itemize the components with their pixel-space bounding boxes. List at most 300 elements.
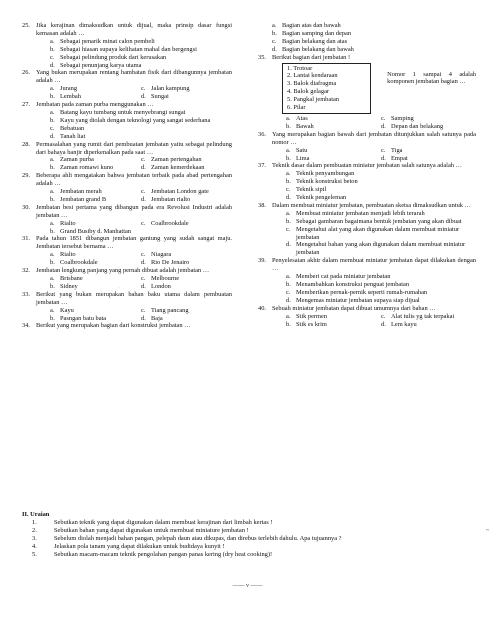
question-options <box>272 210 476 257</box>
option-letter: c. <box>141 219 146 227</box>
answer-option <box>381 115 476 123</box>
option-text: Sebagai penunjang karya utama <box>60 61 142 69</box>
option-text: Menambahkan konstruksi penguat jembatan <box>296 281 410 288</box>
answer-option <box>141 196 232 204</box>
answer-option <box>286 321 381 329</box>
option-text: London <box>151 282 171 290</box>
option-text: Pasngan batu bata <box>60 314 107 322</box>
answer-option <box>286 218 476 226</box>
option-letter: d. <box>381 320 386 328</box>
bridge-parts-box <box>282 63 371 114</box>
question-number: 38. <box>258 201 266 209</box>
question-number: 39. <box>258 257 266 265</box>
answer-option <box>141 307 232 315</box>
bridge-part-item: 6. Pilar <box>287 104 306 112</box>
option-text: Tiga <box>391 146 403 154</box>
option-letter: c. <box>381 312 386 320</box>
option-letter: c. <box>286 225 291 233</box>
bridge-parts-note: Nomor 1 sampai 4 adalah komponen jembatan bagian … <box>387 70 476 86</box>
answer-option <box>50 62 232 70</box>
option-text: Jalan kampung <box>151 85 190 93</box>
question-26 <box>22 69 232 101</box>
answer-option <box>381 155 476 163</box>
question-34 <box>22 322 232 330</box>
option-letter: b. <box>50 116 55 124</box>
option-letter: c. <box>50 53 55 61</box>
answer-option <box>272 46 476 54</box>
option-letter: d. <box>286 241 291 249</box>
option-text: Kayu <box>60 306 74 314</box>
question-text: Berikut yang bukan merupakan bahan baku utama dalam pembuatan jembatan … <box>36 290 232 306</box>
bridge-part-item: 4. Balok gelagar <box>287 88 330 96</box>
option-row <box>50 196 232 204</box>
answer-option <box>141 85 232 93</box>
question-options <box>36 38 232 70</box>
answer-option <box>141 251 232 259</box>
answer-option <box>50 156 141 164</box>
question-options <box>36 251 232 267</box>
option-row <box>50 275 232 283</box>
answer-option <box>50 251 141 259</box>
option-letter: d. <box>141 282 146 290</box>
option-text: Teknik pengeleman <box>296 194 347 202</box>
option-letter: c. <box>141 306 146 314</box>
answer-option <box>141 164 232 172</box>
answer-option <box>286 313 381 321</box>
essay-title: II. Uraian <box>22 511 50 518</box>
answer-option <box>286 186 476 194</box>
option-row <box>286 115 476 123</box>
answer-option <box>286 170 476 178</box>
q35-options <box>272 115 476 131</box>
answer-option <box>272 22 476 30</box>
option-letter: c. <box>141 188 146 196</box>
answer-option <box>141 259 232 267</box>
answer-option <box>272 30 476 38</box>
option-text: Coalbrookdale <box>151 219 189 227</box>
answer-option <box>50 228 141 236</box>
question-number: 27. <box>22 101 30 109</box>
option-text: Rio De Jenairo <box>151 259 190 267</box>
option-letter: c. <box>286 186 291 194</box>
option-letter: b. <box>272 29 277 37</box>
answer-option <box>50 275 141 283</box>
option-row <box>50 93 232 101</box>
option-text: Bagian belakang dan atas <box>282 37 348 45</box>
option-letter: a. <box>50 108 55 116</box>
option-row <box>286 147 476 155</box>
option-text: Stik es krim <box>296 320 327 328</box>
question-37 <box>258 162 476 202</box>
option-text: Rialto <box>60 251 76 259</box>
answer-option <box>50 109 232 117</box>
stray-mark: · <box>118 286 120 291</box>
option-text: Alat tulis yg tak terpakai <box>391 312 455 320</box>
page-footer: —— v —— <box>232 583 263 589</box>
option-row <box>50 315 232 323</box>
option-text: Bebatuan <box>60 124 85 132</box>
option-text: Jembatan grand B <box>60 195 107 203</box>
option-letter: b. <box>50 45 55 53</box>
answer-option <box>141 220 232 228</box>
essay-number: 3. <box>32 534 37 542</box>
option-letter: c. <box>141 251 146 259</box>
option-letter: a. <box>286 114 291 122</box>
option-text: Sungai <box>151 93 169 101</box>
essay-question <box>22 551 477 559</box>
answer-option <box>141 275 232 283</box>
question-text: Penyelesaian akhir dalam membuat miniatur jembatan dapat dilakukan dengan … <box>272 257 476 273</box>
answer-option <box>141 315 232 323</box>
essay-list <box>22 519 477 559</box>
option-letter: d. <box>381 154 386 162</box>
option-text: Tanah liat <box>60 132 86 140</box>
answer-option <box>141 188 232 196</box>
answer-option <box>50 93 141 101</box>
option-row <box>50 251 232 259</box>
essay-question <box>22 535 477 543</box>
bridge-parts-panel <box>272 63 476 114</box>
answer-option <box>50 220 141 228</box>
question-35 <box>258 54 476 131</box>
question-text: Pada tahun 1851 dibangun jembatan gantung yang sudah sangat maju. Jembatan tersebut bernama … <box>36 235 232 251</box>
option-text: Brisbane <box>60 275 83 282</box>
option-text: Bagian samping dan depan <box>282 29 352 37</box>
option-letter: a. <box>286 273 291 281</box>
answer-option <box>50 315 141 323</box>
question-number: 36. <box>258 130 266 138</box>
question-number: 28. <box>22 140 30 148</box>
q34-options <box>258 22 476 54</box>
answer-option <box>286 210 476 218</box>
essay-question <box>22 527 477 535</box>
question-40 <box>258 305 476 329</box>
answer-option <box>286 194 476 202</box>
answer-option <box>286 123 381 131</box>
option-letter: c. <box>141 275 146 282</box>
option-letter: b. <box>50 282 55 290</box>
question-text: Yang bukan merupakan rentang hambatan fisik dari dibangunnya jembatan adalah … <box>36 69 232 85</box>
option-letter: b. <box>50 259 55 267</box>
answer-option <box>286 115 381 123</box>
answer-option <box>286 289 476 297</box>
option-row <box>50 307 232 315</box>
option-letter: b. <box>286 122 291 130</box>
option-letter: d. <box>381 122 386 130</box>
margin-mark: ~ <box>485 528 489 534</box>
option-text: Membuat miniatur jembatan menjadi lebih terarah <box>296 209 425 217</box>
answer-option <box>50 283 141 291</box>
option-letter: c. <box>141 85 146 93</box>
option-letter: d. <box>141 314 146 322</box>
option-letter: a. <box>286 170 291 178</box>
question-number: 37. <box>258 162 266 170</box>
answer-option <box>141 93 232 101</box>
option-text: Rialto <box>60 219 76 227</box>
option-letter: d. <box>141 93 146 101</box>
answer-option <box>50 125 232 133</box>
option-text: Bagian atas dan bawah <box>282 22 341 29</box>
option-letter: c. <box>141 156 146 164</box>
answer-option <box>286 147 381 155</box>
answer-option <box>50 196 141 204</box>
option-letter: a. <box>272 22 277 29</box>
option-letter: b. <box>286 281 291 288</box>
option-text: Empat <box>391 154 408 162</box>
question-30 <box>22 204 232 236</box>
option-text: Sebagai pelindung produk dari kerusakan <box>60 53 167 61</box>
option-letter: b. <box>286 178 291 186</box>
answer-option <box>50 164 141 172</box>
question-options <box>36 275 232 291</box>
option-row <box>286 313 476 321</box>
option-row <box>50 259 232 267</box>
essay-text: Sebelum diolah menjadi bahan pangan, pelepah daun atau dikupas, dan direbus terlebih dahulu. Apa tujuannya ? <box>54 534 342 542</box>
option-text: Zaman kemerdekaan <box>151 164 205 172</box>
option-text: Jembatan rialto <box>151 195 191 203</box>
option-letter: a. <box>286 146 291 154</box>
question-number: 30. <box>22 203 30 211</box>
essay-number: 4. <box>32 542 37 550</box>
option-text: Depan dan belakang <box>391 122 444 130</box>
option-letter: a. <box>50 156 55 164</box>
option-text: Stik permen <box>296 312 328 320</box>
option-row <box>50 283 232 291</box>
question-options <box>36 85 232 101</box>
question-number: 35. <box>258 53 266 61</box>
answer-option <box>381 313 476 321</box>
option-letter: a. <box>50 219 55 227</box>
option-letter: d. <box>141 164 146 172</box>
answer-option <box>141 156 232 164</box>
question-text: Jembatan besi pertama yang dibangun pada era Revolusi Industri adalah jembatan … <box>36 203 232 219</box>
answer-option <box>50 259 141 267</box>
option-letter: a. <box>50 37 55 45</box>
question-number: 29. <box>22 172 30 180</box>
option-letter: b. <box>286 217 291 225</box>
question-text: Jembatan lengkung panjang yang pernah dibuat adalah jembatan … <box>36 267 210 275</box>
option-letter: b. <box>50 195 55 203</box>
question-29 <box>22 172 232 204</box>
question-options <box>36 156 232 172</box>
answer-option <box>381 147 476 155</box>
option-letter: b. <box>50 164 55 172</box>
question-options <box>36 220 232 236</box>
option-text: Mengemas miniatur jembatan supaya siap dijual <box>296 296 420 304</box>
option-text: Sidney <box>60 282 78 290</box>
option-letter: a. <box>286 312 291 320</box>
option-letter: d. <box>286 194 291 202</box>
option-letter: a. <box>50 306 55 314</box>
option-letter: b. <box>286 154 291 162</box>
option-text: Lem kayu <box>391 320 417 328</box>
option-letter: c. <box>272 37 277 45</box>
answer-option <box>141 228 232 236</box>
question-28 <box>22 141 232 173</box>
option-text: Jembatan London gate <box>151 188 209 196</box>
option-row <box>286 321 476 329</box>
essay-text: Sebutkan teknik yang dapat digunakan dalam membuat kerajinan dari limbah kertas ! <box>54 518 273 526</box>
option-text: Niagara <box>151 251 172 259</box>
option-letter: d. <box>286 296 291 304</box>
option-letter: a. <box>50 275 55 282</box>
question-options <box>272 273 476 305</box>
answer-option <box>50 54 232 62</box>
answer-option <box>50 38 232 46</box>
question-number: 32. <box>22 267 30 275</box>
option-letter: d. <box>272 45 277 53</box>
question-text: Sebuah miniatur jembatan dapat dibuat umumnya dari bahan … <box>272 304 436 312</box>
question-32 <box>22 267 232 291</box>
essay-text: Sebutkan bahan yang dapat digunakan untuk membuat miniature jembatan ! <box>54 526 249 534</box>
option-letter: c. <box>381 146 386 154</box>
option-text: Teknik konstruksi beton <box>296 178 358 186</box>
option-text: Tiang pancang <box>151 306 189 314</box>
question-number: 40. <box>258 304 266 312</box>
option-text: Zaman romawi kuno <box>60 164 114 172</box>
answer-option <box>286 273 476 281</box>
option-letter: c. <box>381 114 386 122</box>
option-text: Teknik penyambungan <box>296 170 355 178</box>
question-38 <box>258 202 476 257</box>
question-25 <box>22 22 232 69</box>
option-text: Lima <box>296 154 310 162</box>
option-text: Sebagai hiasan supaya kelihatan mahal dan bergengsi <box>60 45 197 53</box>
question-text: Yang merupakan bagian bawah dari jembatan ditunjukkan salah satunya pada nomor … <box>272 130 476 146</box>
option-letter: c. <box>50 124 55 132</box>
option-letter: c. <box>286 288 291 296</box>
essay-number: 1. <box>32 518 37 526</box>
answer-option <box>286 297 476 305</box>
option-letter: d. <box>141 195 146 203</box>
question-number: 34. <box>22 322 30 330</box>
answer-option <box>50 307 141 315</box>
option-text: Lembah <box>60 93 81 101</box>
answer-option <box>286 155 381 163</box>
option-text: Kayu yang diolah dengan teknologi yang sangat sederhana <box>60 116 211 124</box>
question-options <box>36 109 232 141</box>
right-questions <box>258 131 476 329</box>
option-letter: b. <box>286 320 291 328</box>
option-letter: a. <box>50 188 55 196</box>
essay-number: 5. <box>32 550 37 558</box>
option-text: Melbourne <box>151 275 180 282</box>
question-31 <box>22 235 232 267</box>
option-row <box>50 164 232 172</box>
answer-option <box>50 46 232 54</box>
question-options <box>272 147 476 163</box>
option-text: Bawah <box>296 122 314 130</box>
question-33 <box>22 291 232 323</box>
answer-option <box>50 133 232 141</box>
essay-question <box>22 519 477 527</box>
option-text: Batang kayu tumbang untuk menyebrangi sungai <box>60 108 186 116</box>
option-text: Sebagai gambaran bagaimana bentuk jembatan yang akan dibuat <box>296 217 462 225</box>
question-text: Jika kerajinan dimaksudkan untuk dijual, maka prinsip dasar fungsi kemasan adalah … <box>36 22 232 37</box>
option-text: Bagian belakang dan bawah <box>282 45 354 53</box>
answer-option <box>50 117 232 125</box>
answer-option <box>286 241 476 257</box>
option-text: Mengetahui alat yang akan digunakan dalam membuat miniatur jembatan <box>296 225 460 241</box>
question-options <box>36 188 232 204</box>
option-text: Grand Busiby d. Manhattan <box>60 227 131 235</box>
bridge-part-item: 3. Balok diafragma <box>287 80 337 88</box>
option-row <box>286 123 476 131</box>
question-36 <box>258 131 476 163</box>
right-column <box>258 22 476 328</box>
question-text: Berikut bagian dari jembatan ! <box>272 53 351 61</box>
answer-option <box>141 283 232 291</box>
answer-option <box>50 188 141 196</box>
option-text: Jurang <box>60 85 78 93</box>
option-letter: d. <box>50 61 55 69</box>
option-letter: d. <box>141 259 146 267</box>
option-row <box>286 155 476 163</box>
bridge-part-item: 2. Lantai kendaraan <box>287 72 338 80</box>
option-text: Zaman pertengahan <box>151 156 202 164</box>
option-text: Mengetahui bahan yang akan digunakan dalam membuat miniatur jembatan <box>296 241 466 257</box>
option-row <box>50 228 232 236</box>
bridge-part-item: 1. Trotoar <box>287 64 313 72</box>
question-options <box>36 307 232 323</box>
question-27 <box>22 101 232 141</box>
option-letter: b. <box>50 227 55 235</box>
answer-option <box>272 38 476 46</box>
answer-option <box>286 226 476 242</box>
option-text: Baja <box>151 314 163 322</box>
bridge-part-item: 5. Pangkal jembatan <box>287 96 339 104</box>
option-letter: a. <box>50 85 55 93</box>
option-text: Samping <box>391 114 414 122</box>
option-text: Sebagai penarik minat calon pembeli <box>60 37 155 45</box>
question-text: Beberapa ahli mengatakan bahwa jembatan terbaik pada abad pertengahan adalah … <box>36 172 232 188</box>
option-row <box>50 156 232 164</box>
option-letter: d. <box>50 132 55 140</box>
option-row <box>50 220 232 228</box>
essay-text: Sebutkan macam-macam teknik pengolahan pangan panas kering (dry heat cooking)! <box>54 550 273 558</box>
essay-question <box>22 543 477 551</box>
question-number: 25. <box>22 22 30 29</box>
option-text: Jembatan merah <box>60 188 102 196</box>
answer-option <box>381 123 476 131</box>
option-text: Memberikan pernak-pernik seperti rumah-rumahan <box>296 288 428 296</box>
answer-option <box>286 178 476 186</box>
question-text: Permasalahan yang rumit dari pembuatan jembatan yaitu sebagai pelindung dari bahaya banjir diperkenalkan pada saat … <box>36 140 232 156</box>
question-number: 31. <box>22 235 30 243</box>
option-letter: a. <box>50 251 55 259</box>
answer-option <box>286 281 476 289</box>
essay-number: 2. <box>32 526 37 534</box>
question-number: 26. <box>22 69 30 77</box>
question-text: Jembatan pada zaman purba menggunakan … <box>36 101 154 109</box>
option-letter: b. <box>50 93 55 101</box>
option-letter: a. <box>286 209 291 217</box>
option-text: Teknik sipil <box>296 186 327 194</box>
question-39 <box>258 257 476 304</box>
option-text: Coalbrookdale <box>60 259 98 267</box>
option-row <box>50 188 232 196</box>
option-text: Atas <box>296 114 308 122</box>
essay-text: Jelaskan pola tanam yang dapat dilakukan untuk budidaya kunyit ! <box>54 542 225 550</box>
question-text: Berikut yang merupakan bagian dari konstruksi jembatan … <box>36 322 191 330</box>
question-text: Teknik dasar dalam pembuatan miniatur jembatan salah satunya adalah … <box>272 162 462 170</box>
question-options <box>272 313 476 329</box>
option-letter: b. <box>50 314 55 322</box>
option-row <box>50 85 232 93</box>
essay-section <box>22 511 477 558</box>
option-text: Memberi cat pada miniatur jembatan <box>296 273 391 281</box>
answer-option <box>50 85 141 93</box>
